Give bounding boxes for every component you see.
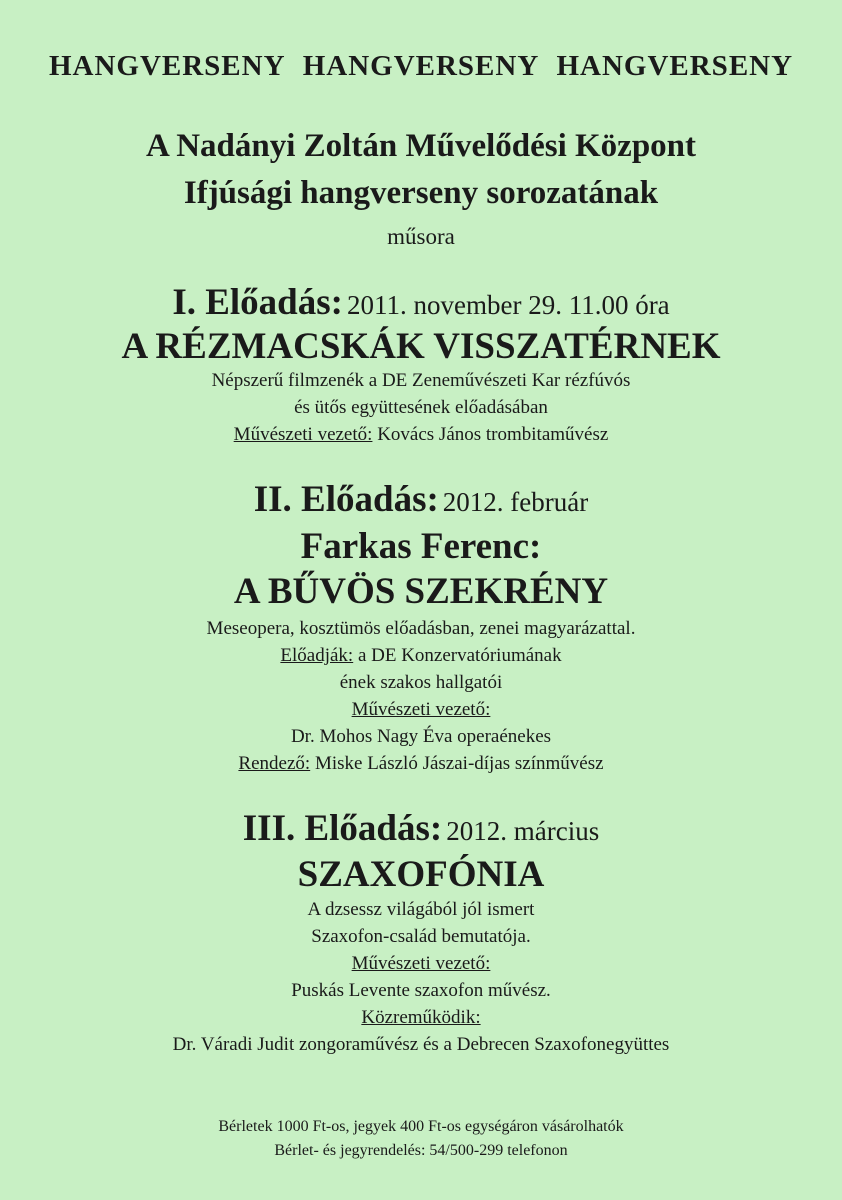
- ticket-prices: Bérletek 1000 Ft-os, jegyek 400 Ft-os egységáron vásárolhatók: [218, 1118, 624, 1135]
- performance-3-desc-2: Szaxofon-család bemutatója.: [311, 926, 531, 947]
- performance-3-director-label-line: [0, 953, 842, 975]
- performance-2-performers-2: ének szakos hallgatói: [339, 672, 503, 693]
- performance-2-stage-line: [0, 753, 842, 775]
- performance-1-date: 2011. november 29. 11.00 óra: [346, 290, 670, 320]
- performance-2-heading: [0, 478, 842, 521]
- performance-3-guest: Dr. Váradi Judit zongoraművész és a Debrecen Szaxofonegyüttes: [172, 1034, 670, 1055]
- performance-1-heading: [0, 281, 842, 324]
- performance-1-director-label: Művészeti vezető:: [233, 424, 373, 445]
- performance-2-title: A BŰVÖS SZEKRÉNY: [233, 571, 609, 612]
- performance-2-stage: Miske László Jászai-díjas színművész: [314, 753, 604, 774]
- performance-3-date: 2012. március: [446, 816, 600, 846]
- performance-2-director-label-line: [0, 699, 842, 721]
- performance-3-title: SZAXOFÓNIA: [297, 854, 545, 895]
- performance-2-composer: Farkas Ferenc:: [300, 526, 542, 567]
- performance-3-director: Puskás Levente szaxofon művész.: [291, 980, 551, 1001]
- performance-1-desc-2: és ütős együttesének előadásában: [294, 397, 548, 418]
- performance-3-label: III. Előadás:: [242, 808, 443, 849]
- performance-2-stage-label: Rendező:: [238, 753, 311, 774]
- performance-3-desc-1: A dzsessz világából jól ismert: [307, 899, 535, 920]
- performance-1-title: A RÉZMACSKÁK VISSZATÉRNEK: [121, 326, 721, 367]
- performance-2-performers-label: Előadják:: [280, 645, 354, 666]
- performance-3-guest-label-line: [0, 1007, 842, 1029]
- performance-3-heading: [0, 807, 842, 850]
- performance-1-director-line: [0, 424, 842, 446]
- performance-2-director: Dr. Mohos Nagy Éva operaénekes: [290, 726, 552, 747]
- organizer-name: A Nadányi Zoltán Művelődési Központ: [145, 128, 697, 164]
- performance-1-label: I. Előadás:: [172, 282, 343, 323]
- performance-1-desc-1: Népszerű filmzenék a DE Zeneművészeti Kar rézfúvós: [211, 370, 631, 391]
- performance-2-desc-1: Meseopera, kosztümös előadásban, zenei magyarázattal.: [206, 618, 636, 639]
- performance-2-performers: a DE Konzervatóriumának: [357, 645, 562, 666]
- performance-2-label: II. Előadás:: [253, 479, 439, 520]
- performance-2-performers-line: [0, 645, 842, 667]
- program-word: műsora: [387, 224, 455, 249]
- ticket-ordering: Bérlet- és jegyrendelés: 54/500-299 telefonon: [274, 1142, 568, 1159]
- performance-1-director: Kovács János trombitaművész: [377, 424, 609, 445]
- performance-2-date: 2012. február: [442, 487, 589, 517]
- poster-header: HANGVERSENY HANGVERSENY HANGVERSENY: [48, 50, 794, 82]
- performance-3-guest-label: Közreműködik:: [361, 1007, 481, 1028]
- series-name: Ifjúsági hangverseny sorozatának: [183, 175, 659, 211]
- performance-2-director-label: Művészeti vezető:: [351, 699, 491, 720]
- performance-3-director-label: Művészeti vezető:: [351, 953, 491, 974]
